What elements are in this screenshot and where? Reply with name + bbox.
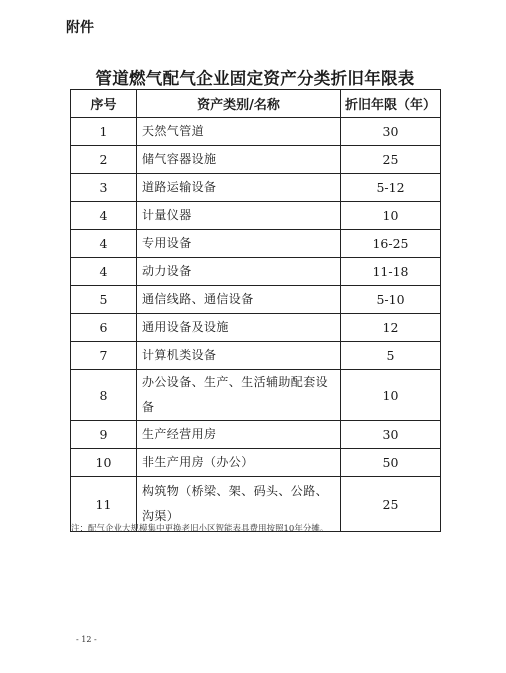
table-row <box>71 286 441 314</box>
cell-name: 计算机类设备 <box>137 342 341 370</box>
cell-no: 1 <box>71 118 137 146</box>
footnote: 注：配气企业大规模集中更换老旧小区智能表具费用按照10年分摊。 <box>71 524 329 534</box>
table-row <box>71 449 441 477</box>
cell-years: 10 <box>341 370 441 421</box>
cell-no: 11 <box>71 477 137 532</box>
cell-years: 25 <box>341 477 441 532</box>
cell-years: 5-12 <box>341 174 441 202</box>
cell-years: 5-10 <box>341 286 441 314</box>
attachment-label: 附件 <box>66 20 94 36</box>
cell-years: 12 <box>341 314 441 342</box>
cell-name: 非生产用房（办公） <box>137 449 341 477</box>
table-row <box>71 342 441 370</box>
document-title: 管道燃气配气企业固定资产分类折旧年限表 <box>95 69 415 88</box>
table-row <box>71 174 441 202</box>
cell-no: 2 <box>71 146 137 174</box>
cell-name: 动力设备 <box>137 258 341 286</box>
table-row <box>71 258 441 286</box>
cell-no: 6 <box>71 314 137 342</box>
cell-name: 道路运输设备 <box>137 174 341 202</box>
table-row <box>71 370 441 421</box>
depreciation-table <box>70 89 441 532</box>
cell-name: 储气容器设施 <box>137 146 341 174</box>
cell-name: 专用设备 <box>137 230 341 258</box>
cell-no: 4 <box>71 230 137 258</box>
header-no: 序号 <box>71 90 137 118</box>
table-row <box>71 202 441 230</box>
cell-name: 通信线路、通信设备 <box>137 286 341 314</box>
cell-no: 10 <box>71 449 137 477</box>
header-years: 折旧年限（年） <box>341 90 441 118</box>
cell-no: 4 <box>71 258 137 286</box>
table-row <box>71 146 441 174</box>
header-name: 资产类别/名称 <box>137 90 341 118</box>
table-row <box>71 314 441 342</box>
cell-name: 办公设备、生产、生活辅助配套设备 <box>137 370 341 421</box>
cell-years: 11-18 <box>341 258 441 286</box>
cell-name: 生产经营用房 <box>137 421 341 449</box>
cell-name: 通用设备及设施 <box>137 314 341 342</box>
cell-years: 5 <box>341 342 441 370</box>
page-number: - 12 - <box>76 635 97 644</box>
cell-no: 9 <box>71 421 137 449</box>
cell-name: 计量仪器 <box>137 202 341 230</box>
cell-name: 构筑物（桥梁、架、码头、公路、沟渠） <box>137 477 341 532</box>
cell-years: 30 <box>341 118 441 146</box>
cell-years: 16-25 <box>341 230 441 258</box>
cell-no: 7 <box>71 342 137 370</box>
cell-name: 天然气管道 <box>137 118 341 146</box>
cell-years: 10 <box>341 202 441 230</box>
cell-years: 25 <box>341 146 441 174</box>
table-row <box>71 421 441 449</box>
cell-no: 4 <box>71 202 137 230</box>
table-header-row <box>71 90 441 118</box>
table-row <box>71 118 441 146</box>
cell-no: 8 <box>71 370 137 421</box>
table-row <box>71 230 441 258</box>
cell-years: 50 <box>341 449 441 477</box>
cell-no: 5 <box>71 286 137 314</box>
cell-no: 3 <box>71 174 137 202</box>
cell-years: 30 <box>341 421 441 449</box>
